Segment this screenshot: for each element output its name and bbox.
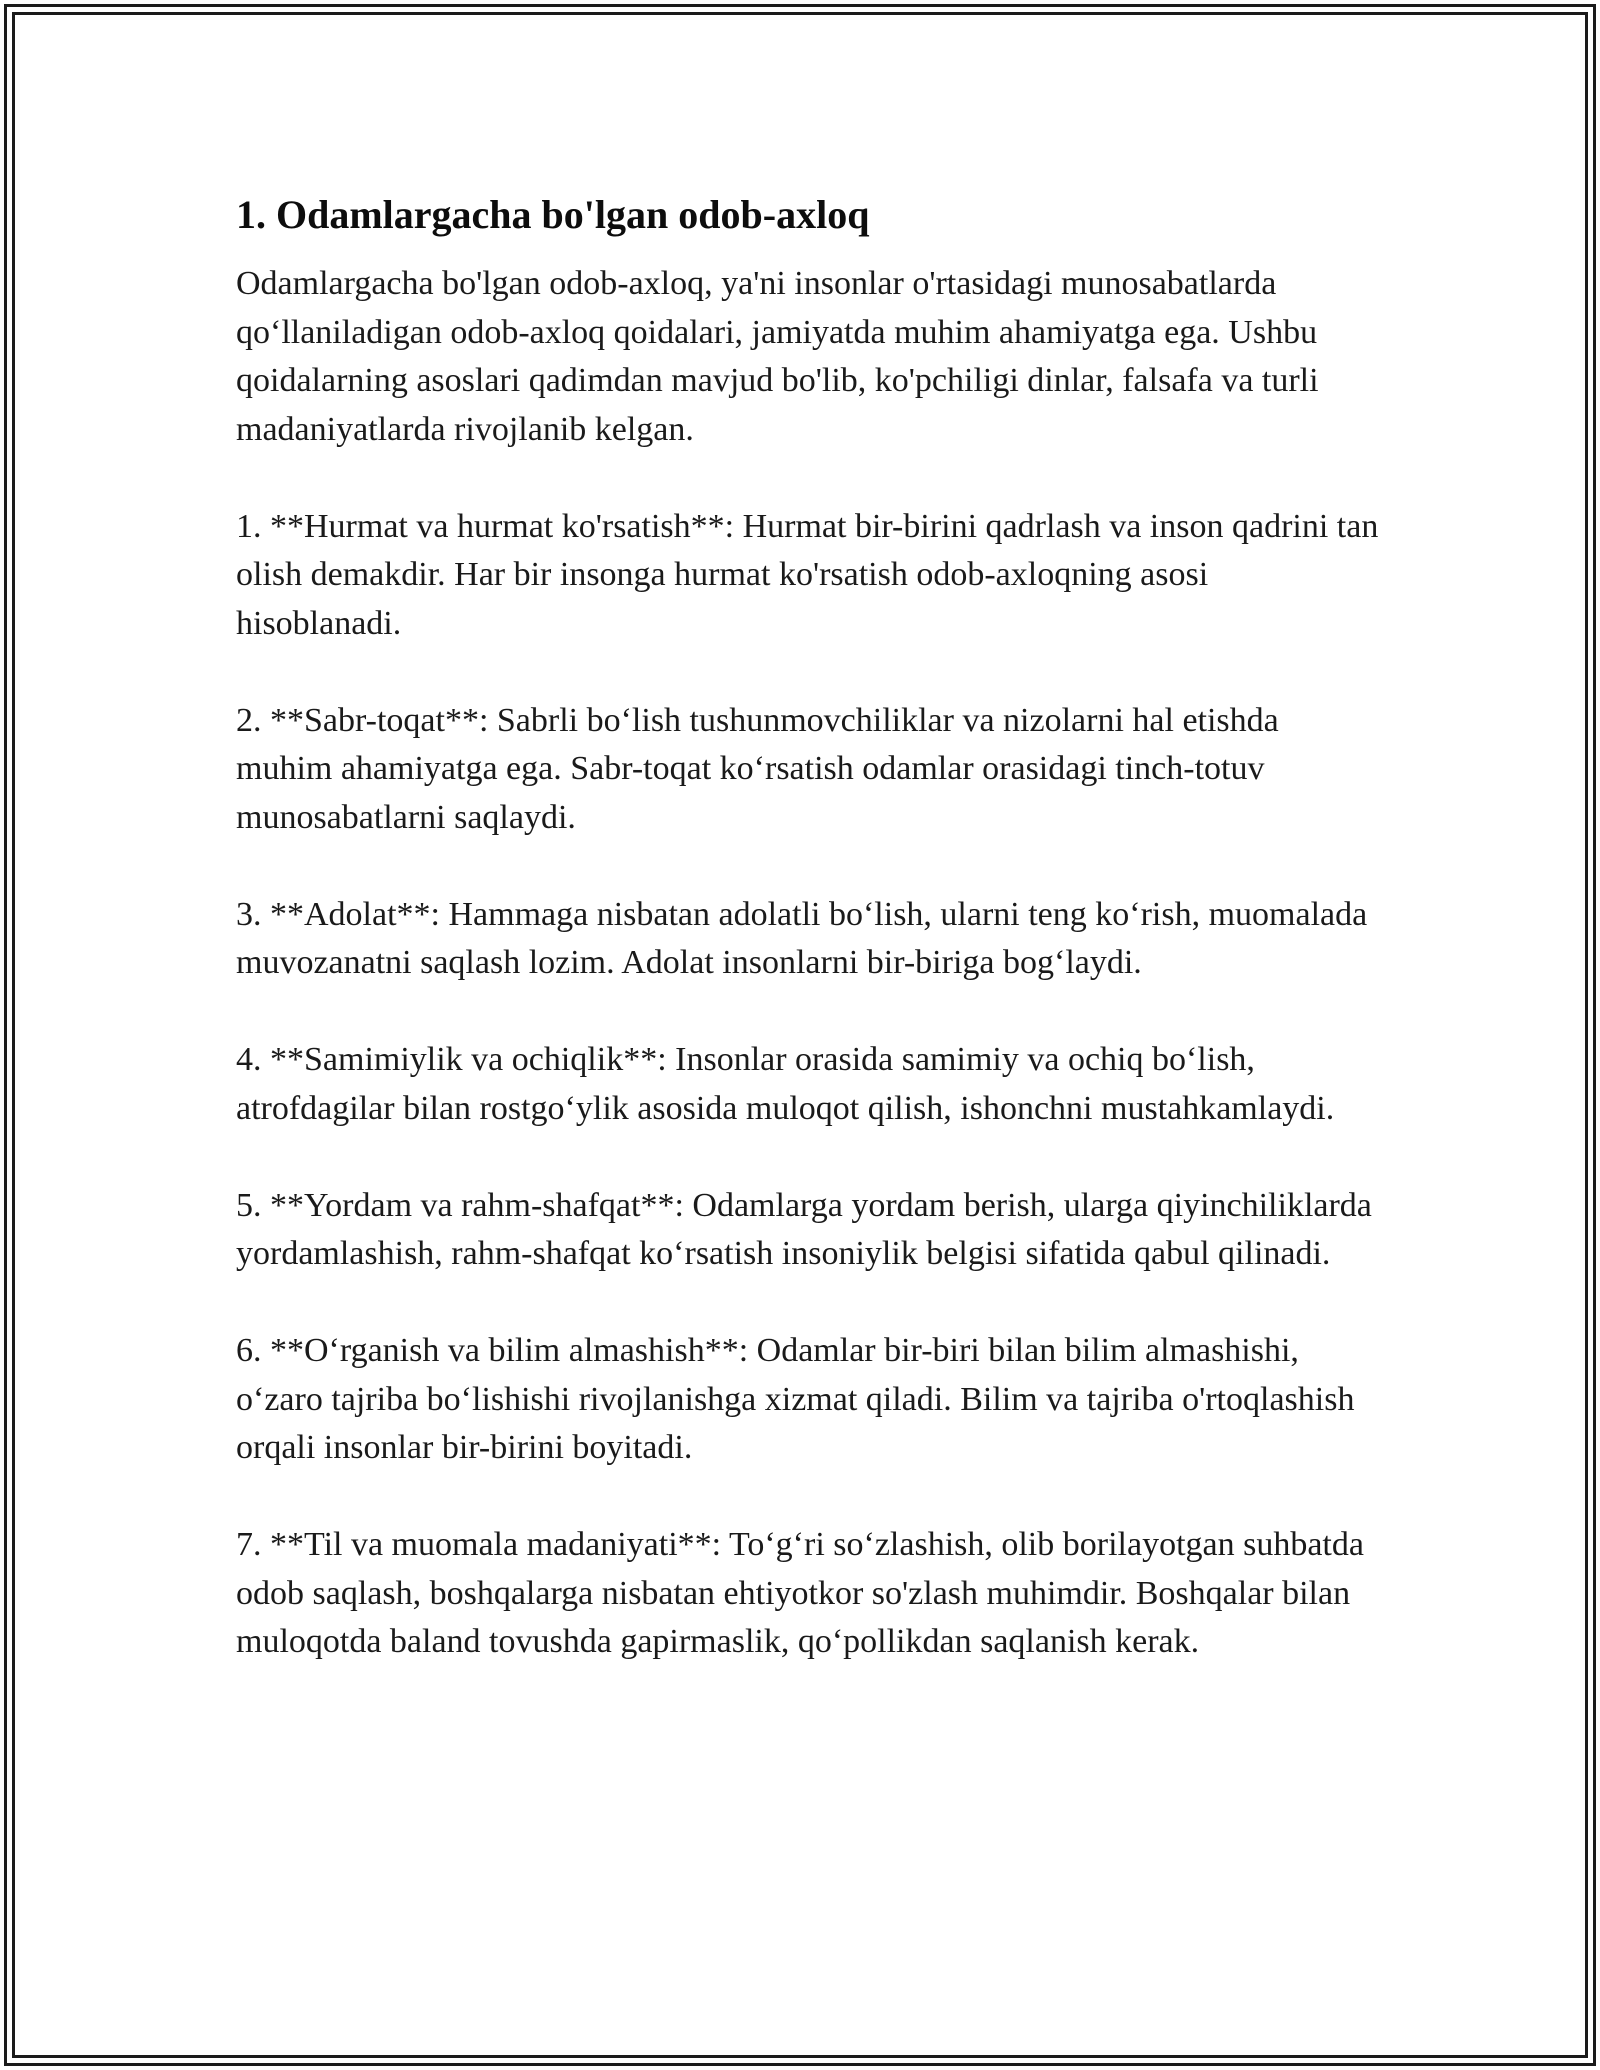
list-item-til-muomala: 7. **Til va muomala madaniyati**: To‘g‘ri so‘zlashish, olib borilayotgan suhbatda odob saqlash, boshqalarga nisbatan ehtiyotkor so'zlash muhimdir. Boshqalar bilan muloqotda baland tovushda gapirmaslik, qo‘pollikdan saqlanish kerak. (236, 1526, 1364, 1660)
list-item-organish: 6. **O‘rganish va bilim almashish**: Odamlar bir-biri bilan bilim almashishi, o‘zaro tajriba bo‘lishishi rivojlanishga xizmat qiladi. Bilim va tajriba o'rtoqlashish orqali insonlar bir-birini boyitadi. (236, 1332, 1355, 1466)
list-item-samimiylik: 4. **Samimiylik va ochiqlik**: Insonlar orasida samimiy va ochiq bo‘lish, atrofdagilar bilan rostgo‘ylik asosida muloqot qilish, ishonchni mustahkamlaydi. (236, 1041, 1335, 1127)
list-item-yordam: 5. **Yordam va rahm-shafqat**: Odamlarga yordam berish, ularga qiyinchiliklarda yordamlashish, rahm-shafqat ko‘rsatish insoniylik belgisi sifatida qabul qilinadi. (236, 1186, 1372, 1272)
list-item-hurmat: 1. **Hurmat va hurmat ko'rsatish**: Hurmat bir-birini qadrlash va inson qadrini tan olish demakdir. Har bir insonga hurmat ko'rsatish odob-axloqning asosi hisoblanadi. (236, 507, 1379, 642)
list-item-adolat: 3. **Adolat**: Hammaga nisbatan adolatli bo‘lish, ularni teng ko‘rish, muomalada muvozanatni saqlash lozim. Adolat insonlarni bir-biriga bog‘laydi. (236, 895, 1368, 981)
list-item-sabr-toqat: 2. **Sabr-toqat**: Sabrli bo‘lish tushunmovchiliklar va nizolarni hal etishda muhim ahamiyatga ega. Sabr-toqat ko‘rsatish odamlar orasidagi tinch-totuv munosabatlarni saqlaydi. (236, 701, 1279, 836)
intro-paragraph: Odamlargacha bo'lgan odob-axloq, ya'ni insonlar o'rtasidagi munosabatlarda qo‘llaniladigan odob-axloq qoidalari, jamiyatda muhim ahamiyatga ega. Ushbu qoidalarning asoslari qadimdan mavjud bo'lib, ko'pchiligi dinlar, falsafa va turli madaniyatlarda rivojlanib kelgan. (236, 265, 1319, 448)
document-body (236, 180, 1381, 1715)
document-title: 1. Odamlargacha bo'lgan odob-axloq (236, 192, 870, 237)
